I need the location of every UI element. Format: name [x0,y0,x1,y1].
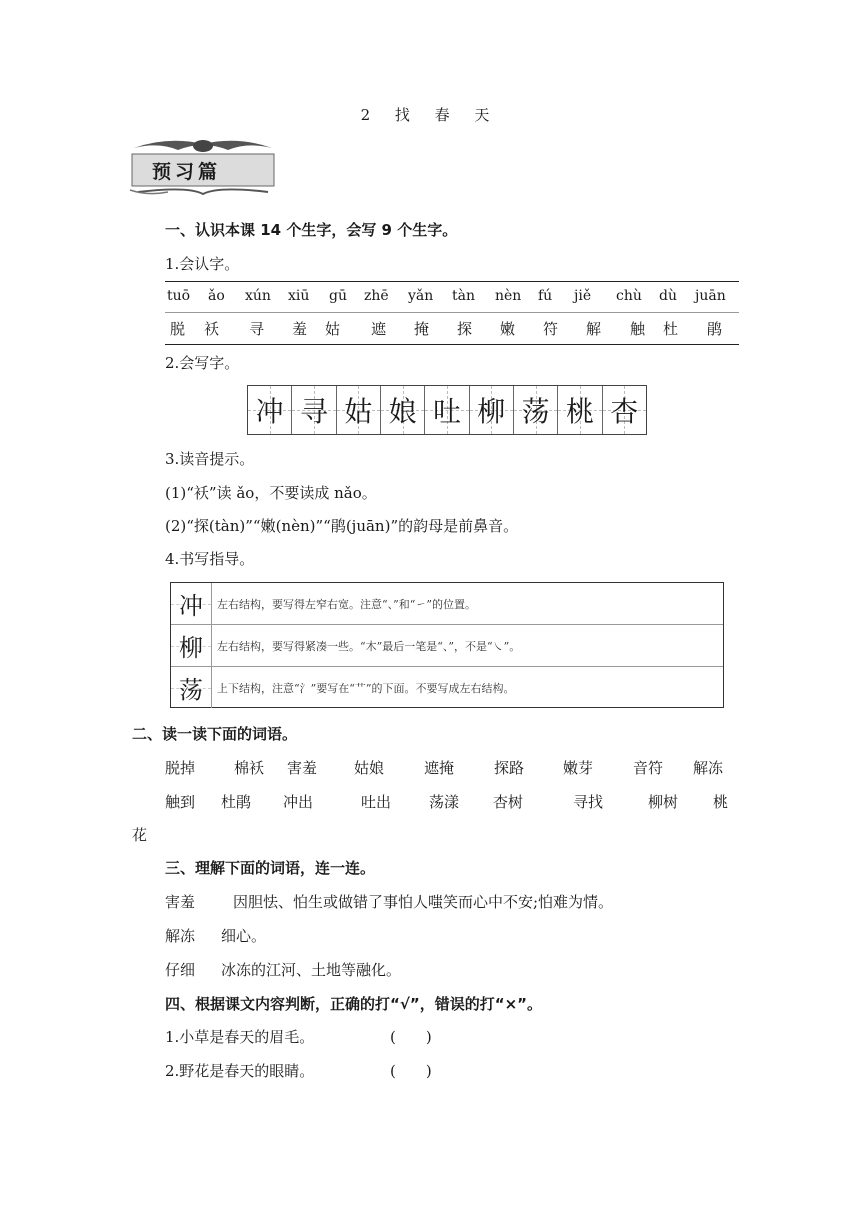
guide-row [171,625,723,666]
hanzi: 寻 [249,320,265,338]
word: 荡漾 [429,793,460,811]
banner-label: 预习篇 [152,161,222,183]
grid-cell [558,386,602,434]
section2-heading: 二、读一读下面的词语。 [132,725,298,743]
guide-char: 荡 [179,676,203,704]
grid-char: 姑 [344,395,373,428]
word: 解冻 [693,759,724,777]
section1-sub4: 4.书写指导。 [165,550,255,568]
hanzi: 掩 [414,320,430,338]
guide-char: 冲 [179,592,203,620]
pinyin: dù [659,288,677,304]
hanzi: 姑 [325,320,341,338]
pinyin: tàn [452,288,475,304]
word: 柳树 [648,793,679,811]
guide-row [171,667,723,708]
hanzi: 嫩 [500,320,516,338]
grid-cell [603,386,646,434]
pinyin: xiū [288,288,310,304]
word: 嫩芽 [563,759,594,777]
pinyin: nèn [495,288,522,304]
word: 棉袄 [234,759,265,777]
table-divider [165,312,739,313]
grid-cell [425,386,469,434]
pinyin: yǎn [408,288,434,304]
section3-heading: 三、理解下面的词语，连一连。 [165,859,376,877]
word: 脱掉 [165,759,196,777]
grid-char: 寻 [299,395,328,428]
guide-row [171,583,723,624]
grid-char: 杏 [610,395,639,428]
section1-sub2: 2.会写字。 [165,354,240,372]
hanzi: 解 [586,320,602,338]
word-wrap: 花 [132,826,148,844]
grid-char: 冲 [255,395,284,428]
hanzi: 羞 [292,320,308,338]
match-word: 仔细 [165,961,196,979]
section1-sub1: 1.会认字。 [165,255,240,273]
grid-cell [248,386,292,434]
pinyin: chù [616,288,642,304]
match-word: 解冻 [165,927,196,945]
word: 触到 [165,793,196,811]
page-title: 2 找 春 天 [360,106,500,124]
hanzi: 杜 [663,320,679,338]
grid-char: 娘 [388,395,417,428]
word: 寻找 [573,793,604,811]
grid-cell [292,386,336,434]
hanzi: 探 [457,320,473,338]
judge-item: 1.小草是春天的眉毛。 [165,1028,315,1046]
word: 音符 [633,759,664,777]
match-meaning: 冰冻的江河、土地等融化。 [221,961,402,979]
pinyin: juān [695,288,726,304]
answer-bracket[interactable]: ( ) [390,1062,432,1080]
guide-text: 上下结构，注意“氵”要写在“艹”的下面。不要写成左右结构。 [217,682,515,695]
grid-cell [337,386,381,434]
pinyin: xún [245,288,271,304]
word: 探路 [494,759,525,777]
hanzi: 触 [630,320,646,338]
match-meaning: 细心。 [221,927,267,945]
word: 冲出 [283,793,314,811]
pinyin: tuō [167,288,191,304]
guide-char-box [171,583,212,624]
word: 害羞 [287,759,318,777]
grid-char: 荡 [521,395,550,428]
hanzi: 脱 [170,320,186,338]
hanzi: 符 [543,320,559,338]
grid-char: 桃 [565,395,594,428]
hanzi: 遮 [371,320,387,338]
grid-char: 吐 [432,395,461,428]
section1-heading: 一、认识本课 14 个生字，会写 9 个生字。 [165,221,458,239]
match-word: 害羞 [165,893,196,911]
guide-char-box [171,625,212,666]
answer-bracket[interactable]: ( ) [390,1028,432,1046]
guide-text: 左右结构，要写得紧凑一些。“木”最后一笔是“、”，不是“㇏”。 [217,640,521,653]
section1-sub3: 3.读音提示。 [165,450,255,468]
guide-char-box [171,667,212,708]
hanzi: 袄 [204,320,220,338]
word: 杏树 [493,793,524,811]
judge-item: 2.野花是春天的眼睛。 [165,1062,315,1080]
word: 遮掩 [424,759,455,777]
pinyin: ǎo [208,288,225,304]
pinyin: zhē [364,288,389,304]
hanzi: 鹃 [707,320,723,338]
section4-heading: 四、根据课文内容判断，正确的打“√”，错误的打“×”。 [165,995,543,1013]
word: 杜鹃 [221,793,252,811]
pronunciation-note-1: (1)“袄”读 ǎo，不要读成 nǎo。 [165,484,377,502]
writing-guide-table [170,582,724,708]
word: 姑娘 [354,759,385,777]
pinyin: gū [329,288,347,304]
guide-text: 左右结构，要写得左窄右宽。注意“、”和“㇀”的位置。 [217,598,476,611]
pronunciation-note-2: (2)“探(tàn)”“嫩(nèn)”“鹃(juān)”的韵母是前鼻音。 [165,517,519,535]
grid-char: 柳 [477,395,506,428]
pinyin-table [165,281,739,345]
word: 吐出 [361,793,392,811]
word: 桃 [713,793,729,811]
grid-cell [470,386,514,434]
guide-char: 柳 [179,634,203,662]
pinyin: fú [538,288,553,304]
grid-cell [514,386,558,434]
match-meaning: 因胆怯、怕生或做错了事怕人嗤笑而心中不安;怕难为情。 [233,893,614,911]
pinyin: jiě [574,288,592,304]
grid-cell [381,386,425,434]
writing-grid [247,385,647,435]
